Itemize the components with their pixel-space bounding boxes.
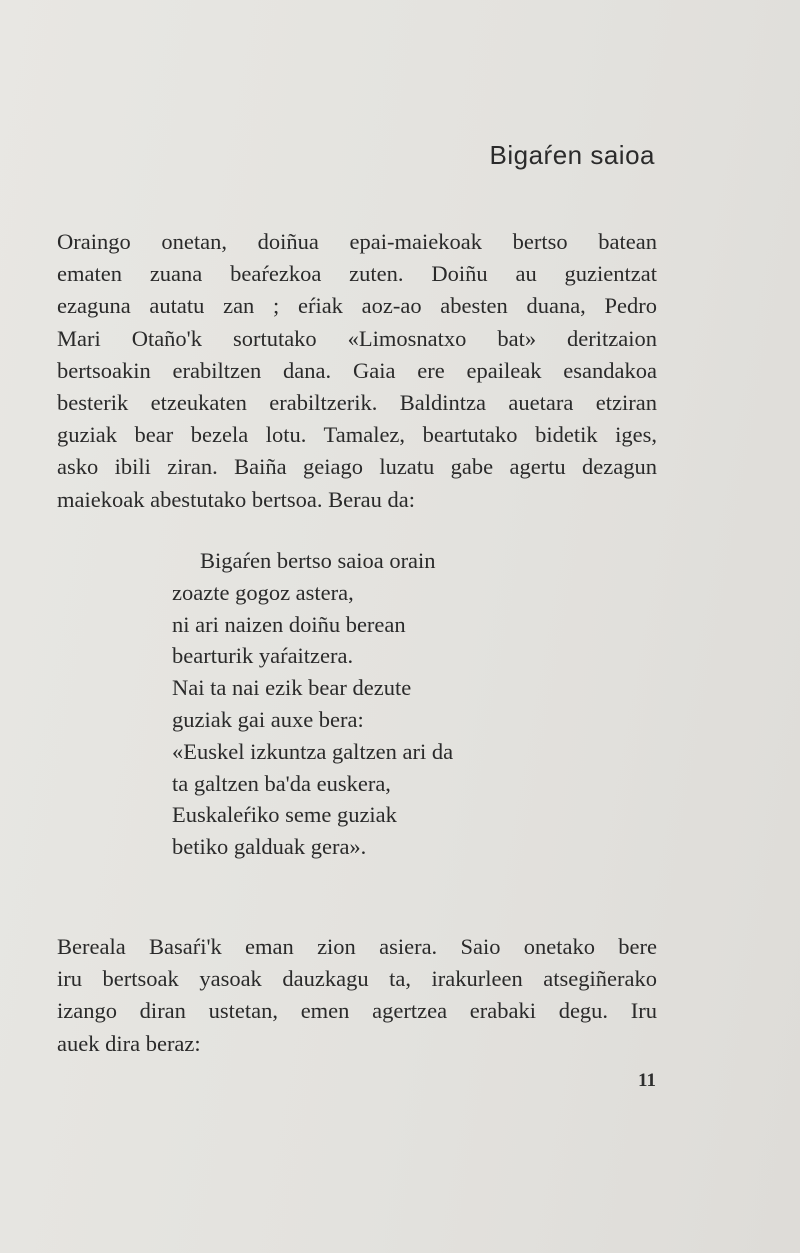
verse-line: «Euskel izkuntza galtzen ari da	[172, 738, 454, 764]
paragraph-line: asko ibili ziran. Baiña geiago luzatu gabe agertu dezagun	[57, 454, 657, 480]
verse-line: bearturik yaŕaitzera.	[172, 643, 354, 669]
verse-line: ta galtzen ba'da euskera,	[172, 770, 391, 796]
paragraph-line: iru bertsoak yasoak dauzkagu ta, irakurleen atsegiñerako	[57, 966, 657, 992]
verse-line: guziak gai auxe bera:	[172, 706, 364, 732]
paragraph-line: Mari Otaño'k sortutako «Limosnatxo bat» deritzaion	[57, 325, 657, 351]
paragraph-line: Oraingo onetan, doiñua epai-maiekoak bertso batean	[57, 229, 657, 254]
paragraph-line: maiekoak abestutako bertsoa. Berau da:	[57, 486, 415, 512]
verse-line: betiko galduak gera».	[172, 834, 367, 860]
paragraph-line: Bereala Basaŕi'k eman zion asiera. Saio onetako bere	[57, 934, 657, 959]
paragraph-line: ezaguna autatu zan ; eŕiak aoz-ao abesten duana, Pedro	[57, 293, 657, 319]
verse-line: ni ari naizen doiñu berean	[172, 611, 406, 637]
paragraph-line: izango diran ustetan, emen agertzea erabaki degu. Iru	[57, 998, 657, 1024]
paragraph-line: ematen zuana beaŕezkoa zuten. Doiñu au guzientzat	[57, 261, 657, 287]
intro-paragraph	[57, 226, 657, 516]
paragraph-line: bertsoakin erabiltzen dana. Gaia ere epaileak esandakoa	[57, 357, 657, 383]
page-number: 11	[638, 1070, 656, 1091]
paragraph-line: auek dira beraz:	[57, 1030, 201, 1056]
verse-line: Nai ta nai ezik bear dezute	[172, 675, 412, 701]
verse-line: Euskaleŕiko seme guziak	[172, 802, 397, 828]
verse-line: zoazte gogoz astera,	[172, 579, 354, 605]
page-title: Bigaŕen saioa	[489, 140, 655, 170]
paragraph-line: besterik etzeukaten erabiltzerik. Baldintza auetara etziran	[57, 390, 657, 416]
paragraph-line: guziak bear bezela lotu. Tamalez, beartutako bidetik iges,	[57, 422, 657, 448]
closing-paragraph	[57, 931, 657, 1060]
verse-line: Bigaŕen bertso saioa orain	[200, 548, 436, 573]
verse-block	[172, 545, 453, 863]
